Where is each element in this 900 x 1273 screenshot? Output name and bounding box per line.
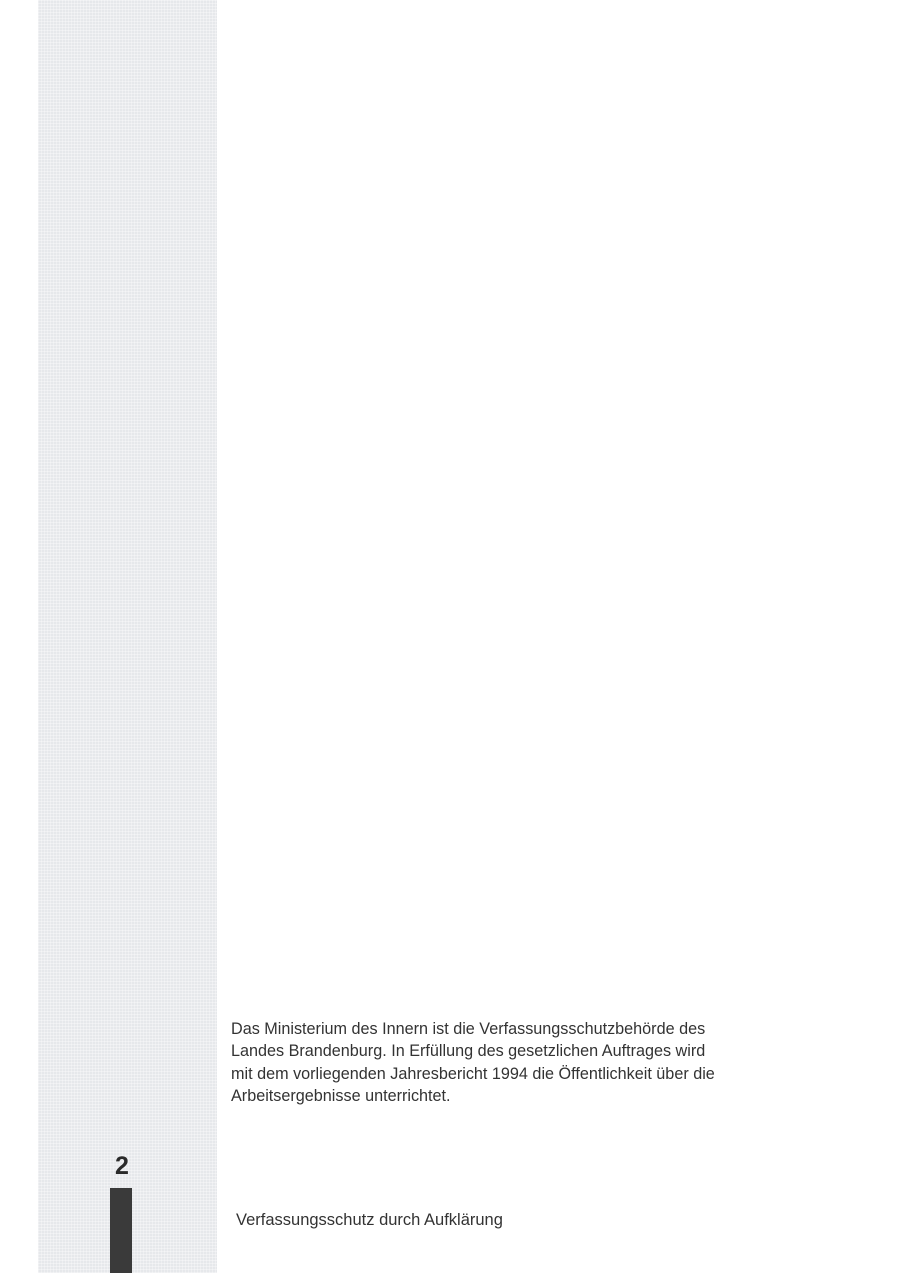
footer-tagline: Verfassungsschutz durch Aufklärung <box>236 1211 503 1229</box>
page-number: 2 <box>115 1152 129 1180</box>
intro-paragraph: Das Ministerium des Innern ist die Verfassungsschutzbehörde des Landes Brandenburg. In Erfüllung des gesetzlichen Auftrages wird mit dem vorliegenden Jahresbericht 1994 die Öffentlichkeit über die Arbeitsergebnisse unterrichtet. <box>231 1020 715 1105</box>
page-number-bar <box>110 1188 132 1273</box>
sidebar-strip <box>38 0 217 1273</box>
